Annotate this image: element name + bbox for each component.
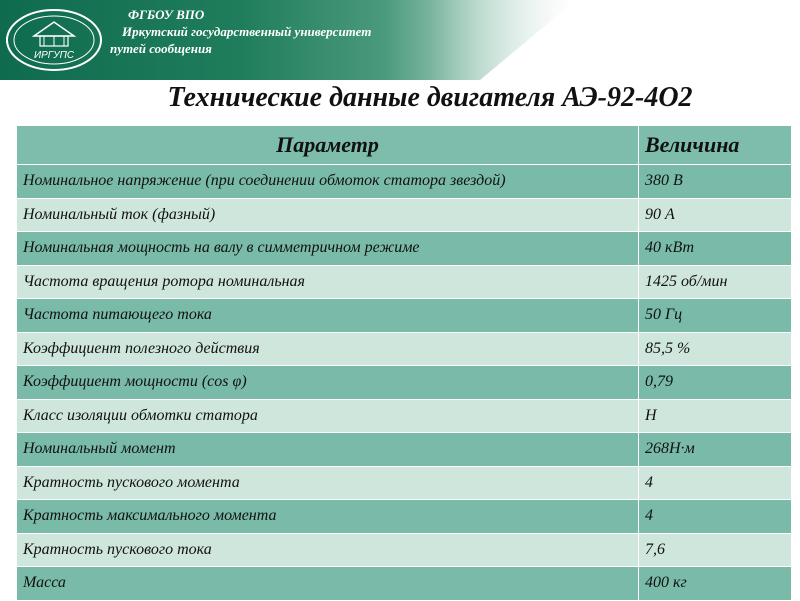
cell-value: 4 — [639, 500, 792, 534]
org-line3: путей сообщения — [110, 41, 212, 56]
cell-value: 400 кг — [639, 567, 792, 601]
column-header-parameter: Параметр — [17, 126, 639, 165]
table-row — [17, 165, 792, 199]
table-row — [17, 265, 792, 299]
cell-value: 90 А — [639, 198, 792, 232]
university-emblem-icon — [4, 6, 104, 74]
cell-parameter: Кратность пускового момента — [17, 466, 639, 500]
cell-parameter: Масса — [17, 567, 639, 601]
cell-parameter: Кратность максимального момента — [17, 500, 639, 534]
cell-parameter: Коэффициент полезного действия — [17, 332, 639, 366]
cell-parameter: Класс изоляции обмотки статора — [17, 399, 639, 433]
cell-parameter: Кратность пускового тока — [17, 533, 639, 567]
cell-parameter: Номинальный момент — [17, 433, 639, 467]
table-header-row — [17, 126, 792, 165]
page-title: Технические данные двигателя АЭ-92-4О2 — [167, 82, 693, 113]
org-name — [108, 6, 371, 57]
cell-value: 7,6 — [639, 533, 792, 567]
header-banner-fade — [430, 0, 800, 80]
cell-value: 40 кВт — [639, 232, 792, 266]
table-row — [17, 299, 792, 333]
org-line1: ФГБОУ ВПО — [128, 7, 205, 22]
column-header-value: Величина — [639, 126, 792, 165]
cell-value: 380 В — [639, 165, 792, 199]
cell-value: 1425 об/мин — [639, 265, 792, 299]
table-row — [17, 500, 792, 534]
cell-value: 50 Гц — [639, 299, 792, 333]
cell-parameter: Частота питающего тока — [17, 299, 639, 333]
cell-parameter: Частота вращения ротора номинальная — [17, 265, 639, 299]
cell-parameter: Номинальное напряжение (при соединении обмоток статора звездой) — [17, 165, 639, 199]
table-row — [17, 366, 792, 400]
table-row — [17, 533, 792, 567]
table-row — [17, 399, 792, 433]
cell-value: 268Н·м — [639, 433, 792, 467]
cell-parameter: Номинальный ток (фазный) — [17, 198, 639, 232]
cell-value: 85,5 % — [639, 332, 792, 366]
org-line2: Иркутский государственный университет — [122, 24, 372, 39]
table-row — [17, 198, 792, 232]
cell-value: 4 — [639, 466, 792, 500]
table-row — [17, 567, 792, 601]
cell-parameter: Коэффициент мощности (cos φ) — [17, 366, 639, 400]
specs-table — [16, 125, 792, 601]
table-body — [17, 165, 792, 601]
table-row — [17, 332, 792, 366]
table-row — [17, 433, 792, 467]
table-row — [17, 466, 792, 500]
cell-parameter: Номинальная мощность на валу в симметричном режиме — [17, 232, 639, 266]
cell-value: 0,79 — [639, 366, 792, 400]
logo-text: ИРГУПС — [33, 50, 75, 61]
cell-value: Н — [639, 399, 792, 433]
table-row — [17, 232, 792, 266]
